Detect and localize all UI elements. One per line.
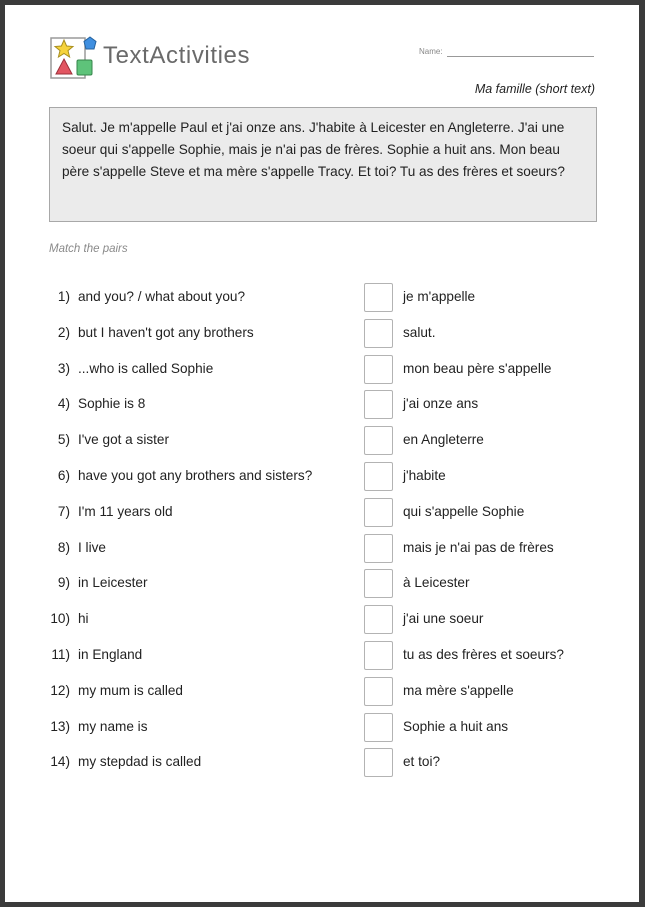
match-pairs-list	[5, 281, 639, 782]
french-phrase: à Leicester	[403, 575, 470, 591]
shapes-logo-icon	[49, 33, 97, 83]
english-phrase: I've got a sister	[78, 432, 169, 448]
pair-row	[5, 603, 639, 639]
english-phrase: I'm 11 years old	[78, 503, 173, 519]
english-phrase: in England	[78, 646, 143, 662]
answer-box[interactable]	[364, 462, 393, 491]
instruction-text: Match the pairs	[49, 243, 128, 255]
english-phrase: in Leicester	[78, 575, 148, 591]
answer-box[interactable]	[364, 605, 393, 634]
pair-number: 11)	[51, 646, 70, 662]
pair-number: 2)	[57, 324, 70, 340]
pair-number: 14)	[50, 754, 70, 770]
answer-box[interactable]	[364, 534, 393, 563]
answer-box[interactable]	[364, 355, 393, 384]
answer-box[interactable]	[364, 283, 393, 312]
answer-box[interactable]	[364, 713, 393, 742]
pair-row	[5, 746, 639, 782]
french-phrase: j'ai une soeur	[403, 611, 484, 627]
french-phrase: Sophie a huit ans	[403, 718, 509, 734]
pair-number: 4)	[57, 396, 70, 412]
brand-name: TextActivities	[103, 42, 251, 69]
answer-box[interactable]	[364, 426, 393, 455]
french-phrase: j'habite	[403, 467, 446, 483]
pair-row	[5, 424, 639, 460]
pair-row	[5, 711, 639, 747]
pair-row	[5, 281, 639, 317]
french-phrase: qui s'appelle Sophie	[403, 503, 525, 519]
pair-number: 10)	[50, 611, 70, 627]
answer-box[interactable]	[364, 319, 393, 348]
pair-row	[5, 532, 639, 568]
pair-row	[5, 353, 639, 389]
pair-row	[5, 317, 639, 353]
answer-box[interactable]	[364, 748, 393, 777]
french-phrase: salut.	[403, 324, 436, 340]
answer-box[interactable]	[364, 677, 393, 706]
pair-number: 13)	[50, 718, 70, 734]
english-phrase: and you? / what about you?	[78, 289, 246, 304]
french-phrase: je m'appelle	[403, 289, 476, 304]
answer-box[interactable]	[364, 569, 393, 598]
pair-number: 9)	[57, 575, 70, 591]
english-phrase: my stepdad is called	[78, 754, 202, 770]
name-label: Name:	[419, 47, 443, 56]
pair-row	[5, 675, 639, 711]
answer-box[interactable]	[364, 390, 393, 419]
pair-number: 3)	[57, 360, 70, 376]
english-phrase: ...who is called Sophie	[78, 360, 214, 376]
pair-row	[5, 388, 639, 424]
french-phrase: tu as des frères et soeurs?	[403, 646, 564, 662]
pair-number: 5)	[57, 432, 70, 448]
french-phrase: mais je n'ai pas de frères	[403, 539, 554, 555]
english-phrase: my mum is called	[78, 682, 183, 698]
english-phrase: hi	[78, 611, 89, 627]
french-phrase: en Angleterre	[403, 432, 484, 448]
french-phrase: et toi?	[403, 754, 441, 770]
worksheet-page	[5, 5, 639, 902]
english-phrase: but I haven't got any brothers	[78, 324, 254, 340]
answer-box[interactable]	[364, 641, 393, 670]
french-phrase: j'ai onze ans	[403, 396, 479, 412]
english-phrase: have you got any brothers and sisters?	[78, 467, 313, 483]
pair-number: 1)	[57, 289, 70, 304]
french-phrase: ma mère s'appelle	[403, 682, 514, 698]
pair-row	[5, 460, 639, 496]
pair-row	[5, 567, 639, 603]
pair-row	[5, 639, 639, 675]
pair-number: 6)	[57, 467, 70, 483]
english-phrase: I live	[78, 539, 106, 555]
worksheet-title: Ma famille (short text)	[474, 82, 595, 96]
english-phrase: my name is	[78, 718, 148, 734]
english-phrase: Sophie is 8	[78, 396, 146, 412]
pair-number: 12)	[50, 682, 70, 698]
answer-box[interactable]	[364, 498, 393, 527]
name-field-line[interactable]	[447, 56, 594, 57]
pair-number: 8)	[57, 539, 70, 555]
pair-number: 7)	[57, 503, 70, 519]
french-phrase: mon beau père s'appelle	[403, 360, 552, 376]
reading-text-box: Salut. Je m'appelle Paul et j'ai onze ans. J'habite à Leicester en Angleterre. J'ai une soeur qui s'appelle Sophie, mais je n'ai pas de frères. Sophie a huit ans. Mon beau père s'appelle Steve et ma mère s'appelle Tracy. Et toi? Tu as des frères et soeurs?	[49, 107, 597, 222]
pair-row	[5, 496, 639, 532]
